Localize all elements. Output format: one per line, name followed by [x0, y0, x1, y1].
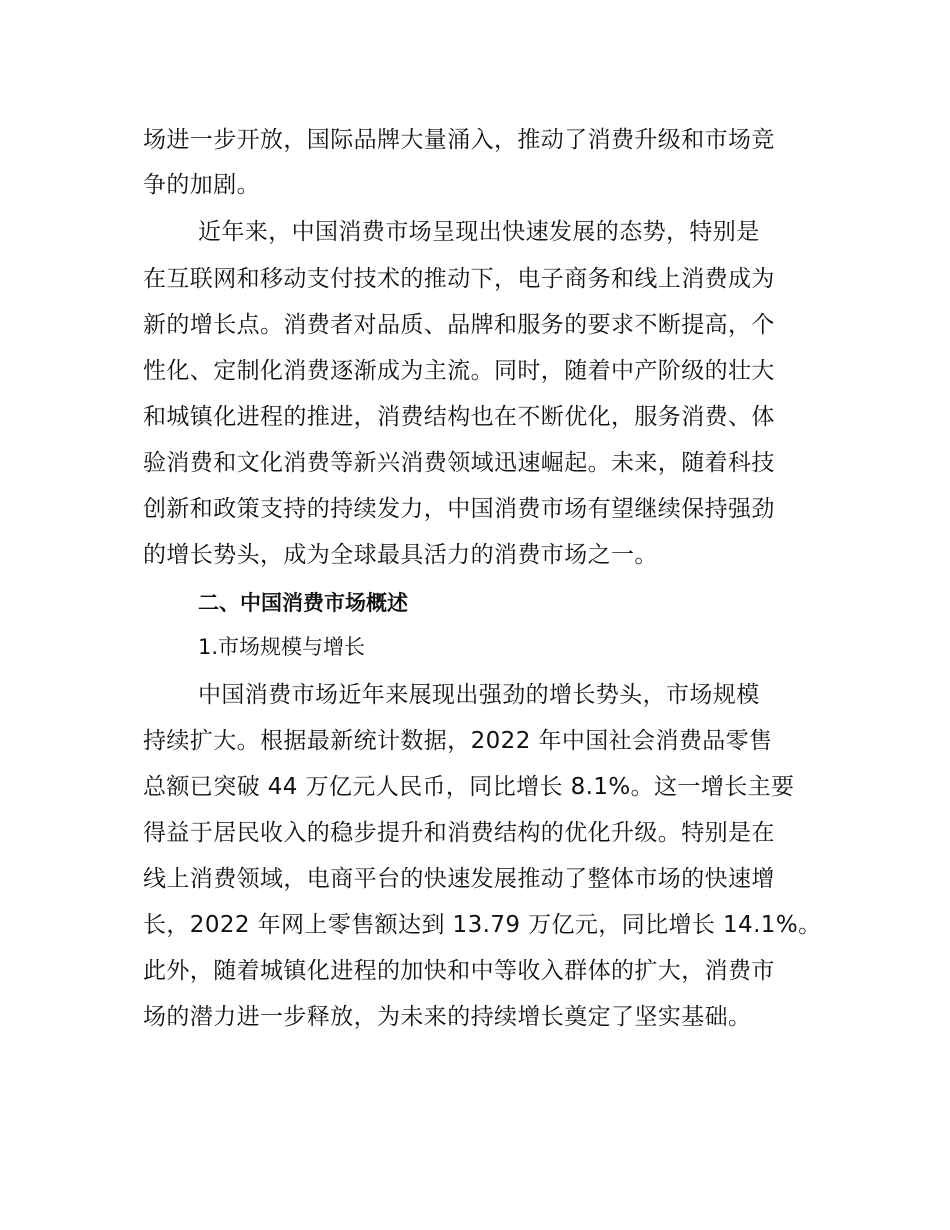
paragraph-line: 得益于居民收入的稳步提升和消费结构的优化升级。特别是在 [143, 820, 775, 846]
paragraph-line: 总额已突破 44 万亿元人民币，同比增长 8.1%。这一增长主要 [143, 774, 795, 800]
paragraph-line: 新的增长点。消费者对品质、品牌和服务的要求不断提高，个 [143, 312, 775, 338]
section-heading: 二、中国消费市场概述 [198, 591, 408, 615]
paragraph-line: 持续扩大。根据最新统计数据，2022 年中国社会消费品零售 [143, 728, 773, 754]
paragraph-line: 性化、定制化消费逐渐成为主流。同时，随着中产阶级的壮大 [143, 358, 775, 384]
paragraph-line: 在互联网和移动支付技术的推动下，电子商务和线上消费成为 [143, 266, 775, 292]
paragraph-line: 创新和政策支持的持续发力，中国消费市场有望继续保持强劲 [143, 496, 775, 522]
paragraph-line: 的增长势头，成为全球最具活力的消费市场之一。 [143, 542, 658, 568]
paragraph-line: 场的潜力进一步释放，为未来的持续增长奠定了坚实基础。 [143, 1004, 752, 1030]
paragraph-line: 线上消费领域，电商平台的快速发展推动了整体市场的快速增 [143, 866, 775, 892]
paragraph-line: 中国消费市场近年来展现出强劲的增长势头，市场规模 [198, 682, 760, 708]
paragraph-line: 验消费和文化消费等新兴消费领域迅速崛起。未来，随着科技 [143, 450, 775, 476]
subsection-heading: 1.市场规模与增长 [198, 635, 366, 659]
paragraph-line: 和城镇化进程的推进，消费结构也在不断优化，服务消费、体 [143, 404, 775, 430]
paragraph-line: 近年来，中国消费市场呈现出快速发展的态势，特别是 [198, 219, 760, 245]
paragraph-line: 场进一步开放，国际品牌大量涌入，推动了消费升级和市场竞 [143, 127, 775, 153]
paragraph-line: 争的加剧。 [143, 172, 260, 198]
paragraph-line: 长，2022 年网上零售额达到 13.79 万亿元，同比增长 14.1%。 [143, 912, 822, 938]
paragraph-line: 此外，随着城镇化进程的加快和中等收入群体的扩大，消费市 [143, 958, 775, 984]
